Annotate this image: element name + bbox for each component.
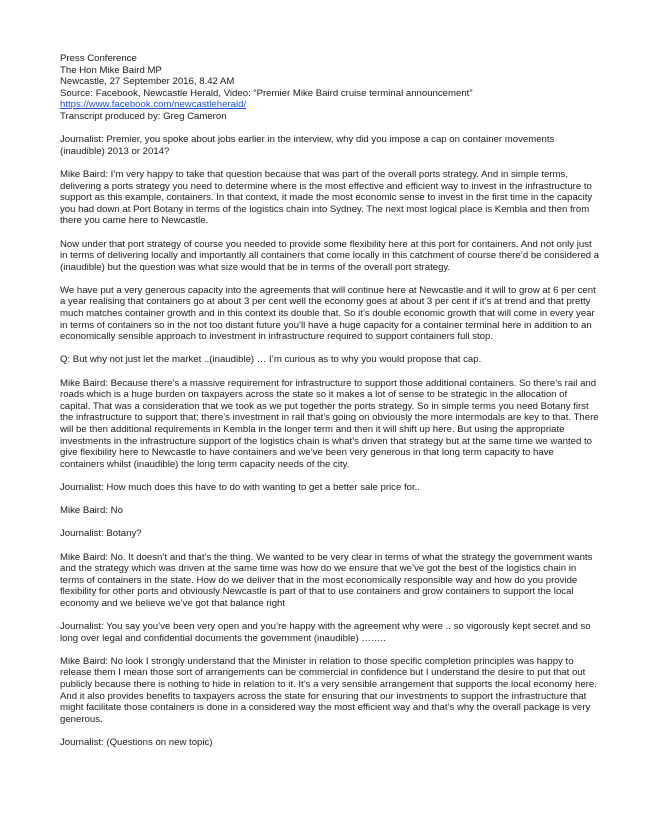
source-line: Source: Facebook, Newcastle Herald, Video: “Premier Mike Baird cruise terminal announcement” bbox=[60, 87, 473, 99]
transcript-paragraph: Now under that port strategy of course you needed to provide some flexibility here at this port for containers. And not only just in terms of delivering locally and importantly all containers that come locally in this catchment of course there’d be considered a (inaudible) but the question was what size would that be in terms of the overall port strategy. bbox=[60, 238, 600, 273]
transcript-paragraph: Mike Baird: Because there’s a massive requirement for infrastructure to support those additional containers. So there’s rail and roads which is a huge burden on taxpayers across the state so it makes a lot of sense to be strategic in the allocation of capital. That was a consideration that we took as we put together the ports strategy. So in simple terms you need Botany first the infrastructure to support that; there’s investment in rail that’s going on obviously the more intermodals are key to that. There will be then additional requirements in Kembla in the longer term and then it will shift up here. But using the appropriate investments in the infrastructure support of the logistics chain is what’s driven that strategy but at the same time we wanted to give flexibility here to Newcastle to have containers and we’ve been very generous in that long term capacity to have containers whilst (inaudible) the long term capacity needs of the city. bbox=[60, 377, 599, 470]
transcript-paragraph: Mike Baird: I’m very happy to take that question because that was part of the overall ports strategy. And in simple terms, delivering a ports strategy you need to determine where is the most effective and efficient way to invest in the infrastructure to support as this example, containers. In that context, it made the most economic sense to invest in the first time in the capacity you had down at Port Botany in terms of the logistics chain into Sydney. The next most logical place is Kembla and then from there you came here to Newcastle. bbox=[60, 168, 593, 227]
source-link-line bbox=[60, 99, 600, 111]
transcript-paragraph: Journalist: How much does this have to do with wanting to get a better sale price for.. bbox=[60, 481, 420, 493]
transcript-paragraph: Mike Baird: No look I strongly understand that the Minister in relation to those specific completion principles was happy to release them I mean those sort of arrangements can be commercial in confidence but I understand the desire to put that out publicly because there is nothing to hide in relation to it. It’s a very sensible arrangement that supports the local economy here. And it also provides benefits to taxpayers across the state for ensuring that our investments to support the infrastructure that might facilitate those containers is done in a considered way the most efficient way and that’s why the overall package is very generous. bbox=[60, 655, 597, 725]
document-type: Press Conference bbox=[60, 53, 137, 64]
source-link[interactable]: https://www.facebook.com/newcastleherald/ bbox=[60, 99, 247, 111]
transcript-paragraph: Journalist: Botany? bbox=[60, 528, 142, 540]
transcript-credit: Transcript produced by: Greg Cameron bbox=[60, 110, 227, 122]
location-date: Newcastle, 27 September 2016, 8.42 AM bbox=[60, 76, 235, 88]
transcript-paragraph: Journalist: (Questions on new topic) bbox=[60, 737, 213, 749]
speaker-name: The Hon Mike Baird MP bbox=[60, 64, 162, 76]
transcript-paragraph: Journalist: You say you’ve been very open and you’re happy with the agreement why were .. so vigorously kept secret and so long over legal and confidential documents the government (inaudible) …….. bbox=[60, 621, 591, 644]
transcript-paragraph: Q: But why not just let the market ..(inaudible) … I’m curious as to why you would propose that cap. bbox=[60, 354, 482, 366]
transcript-paragraph: Journalist: Premier, you spoke about jobs earlier in the interview, why did you impose a cap on container movements (inaudible) 2013 or 2014? bbox=[60, 134, 555, 157]
transcript-paragraph: We have put a very generous capacity into the agreements that will continue here at Newcastle and it will to grow at 6 per cent a year realising that containers go at about 3 per cent well the economy goes at about 3 per cent if it’s at trend and that pretty much matches container growth and in this context its double that. So it’s double economic growth that will come in every year in terms of containers so in the not too distant future you’ll have a huge capacity for a container terminal here in addition to an economically sensible approach to investment in infrastructure required to support containers full stop. bbox=[60, 284, 596, 343]
transcript-paragraph: Mike Baird: No. It doesn’t and that’s the thing. We wanted to be very clear in terms of what the strategy the government wants and the strategy which was driven at the same time was how do we ensure that we’ve got the best of the logistics chain in terms of containers in the state. How do we deliver that in the most economically responsible way and how do you provide flexibility for other ports and obviously Newcastle is part of that to use containers and grow containers to support the local economy and we believe we’ve got that balance right bbox=[60, 551, 593, 609]
transcript-page bbox=[60, 53, 600, 749]
transcript-paragraph: Mike Baird: No bbox=[60, 505, 123, 517]
